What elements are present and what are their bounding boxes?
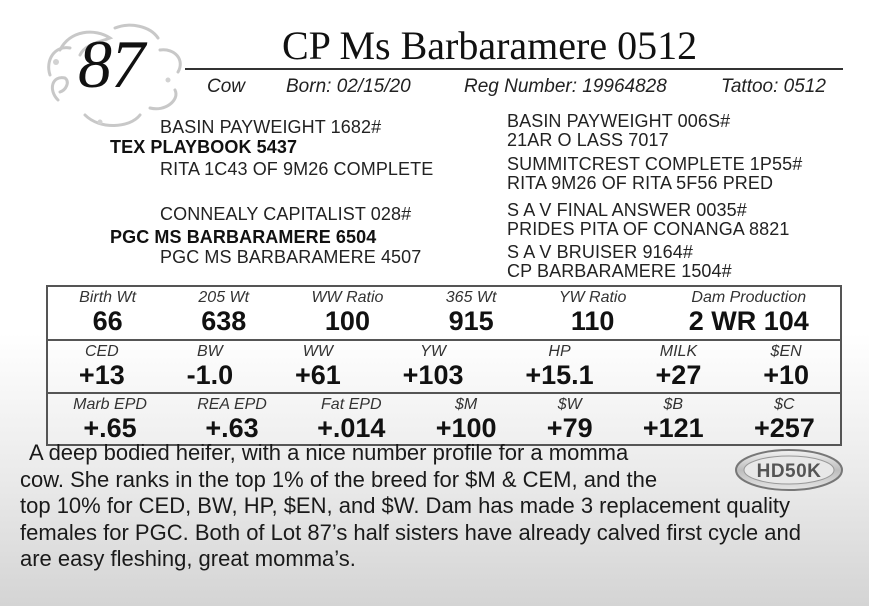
remarks	[20, 440, 850, 573]
stat-label: MILK	[659, 343, 698, 360]
stat-label: YW Ratio	[558, 289, 627, 306]
stat-label: 205 Wt	[198, 289, 250, 306]
stat-value: 638	[201, 306, 247, 336]
stats-row-epd	[48, 341, 840, 392]
stat-rea-epd	[197, 396, 267, 444]
stat-value: +257	[753, 413, 815, 443]
performance-row	[47, 393, 841, 445]
stat-dam-production	[689, 289, 809, 339]
stat-hp	[525, 343, 593, 392]
stat-w	[547, 396, 593, 444]
stat-value: +27	[655, 360, 702, 390]
stat-label: $W	[557, 396, 582, 413]
stat-205-wt	[198, 289, 249, 339]
stat-en	[763, 343, 809, 392]
stat-value: +121	[642, 413, 704, 443]
stat-value: 915	[448, 306, 494, 336]
stat-value: +10	[763, 360, 810, 390]
stat-365-wt	[446, 289, 497, 339]
stat-value: +13	[78, 360, 125, 390]
stat-value: 2 WR 104	[688, 306, 809, 336]
stat-ced	[79, 343, 125, 392]
performance-row	[47, 340, 841, 393]
pedigree-right-line: RITA 9M26 OF RITA 5F56 PRED	[507, 173, 774, 193]
stat-value: +.63	[205, 413, 259, 443]
stat-value: +.014	[317, 413, 386, 443]
stat-label: CED	[84, 343, 119, 360]
stat-value: 66	[92, 306, 123, 336]
remarks-line: females for PGC. Both of Lot 87’s half sisters have already calved first cycle and	[20, 519, 801, 545]
pedigree-right-line: BASIN PAYWEIGHT 006S#	[507, 111, 731, 131]
sex-label: Cow	[207, 76, 246, 97]
birth-date: Born: 02/15/20	[286, 76, 411, 97]
stat-value: 110	[570, 306, 615, 336]
stat-label: Fat EPD	[321, 396, 382, 413]
stat-value: 100	[324, 306, 370, 336]
stats-cell	[47, 340, 841, 393]
stat-label: BW	[196, 343, 223, 360]
remarks-line: are easy fleshing, great momma’s.	[20, 546, 356, 571]
stat-label: Dam Production	[691, 289, 807, 306]
performance-row	[47, 286, 841, 340]
sire: TEX PLAYBOOK 5437	[110, 137, 298, 157]
stat-label: $B	[663, 396, 684, 413]
pedigree-right-line: PRIDES PITA OF CONANGA 8821	[507, 219, 790, 239]
pedigree-right-line: S A V FINAL ANSWER 0035#	[507, 200, 747, 220]
stat-milk	[656, 343, 702, 392]
stats-row-carcass	[48, 394, 840, 444]
stat-fat-epd	[317, 396, 385, 444]
stat-label: $C	[774, 396, 795, 413]
header-rule	[185, 68, 843, 70]
stat-birth-wt	[79, 289, 136, 339]
registration-number: Reg Number: 19964828	[464, 76, 667, 97]
stat-c	[754, 396, 815, 444]
stat-label: Birth Wt	[79, 289, 137, 306]
stat-value: +100	[435, 413, 497, 443]
stat-label: $M	[455, 396, 478, 413]
stat-label: $EN	[770, 343, 802, 360]
stats-cell	[47, 393, 841, 445]
stat-yw	[403, 343, 464, 392]
dam: PGC MS BARBARAMERE 6504	[110, 227, 377, 247]
hd50k-badge	[734, 448, 844, 492]
stat-value: -1.0	[186, 360, 234, 390]
stat-value: +103	[402, 360, 464, 390]
stat-value: +15.1	[525, 360, 594, 390]
stat-marb-epd	[73, 396, 147, 444]
remarks-line: cow. She ranks in the top 1% of the breed for $M & CEM, and the	[20, 466, 658, 492]
remarks-line: A deep bodied heifer, with a nice number profile for a momma	[29, 440, 629, 465]
stat-m	[436, 396, 497, 444]
sire-sire: BASIN PAYWEIGHT 1682#	[160, 117, 382, 137]
sire-dam: RITA 1C43 OF 9M26 COMPLETE	[160, 159, 434, 179]
pedigree-right-line: CP BARBARAMERE 1504#	[507, 261, 732, 281]
badge-text: HD50K	[756, 461, 822, 482]
stat-bw	[187, 343, 234, 392]
stat-label: HP	[548, 343, 571, 360]
dam-sire: CONNEALY CAPITALIST 028#	[160, 204, 412, 224]
dam-dam: PGC MS BARBARAMERE 4507	[160, 247, 422, 267]
stat-value: +.65	[83, 413, 137, 443]
stat-b	[643, 396, 704, 444]
stat-ww	[295, 343, 341, 392]
animal-name: CP Ms Barbaramere 0512	[282, 23, 698, 68]
stat-label: Marb EPD	[73, 396, 147, 413]
stat-label: REA EPD	[197, 396, 267, 413]
pedigree-right-line: SUMMITCREST COMPLETE 1P55#	[507, 154, 803, 174]
stat-label: YW	[420, 343, 446, 360]
performance-table	[46, 285, 842, 446]
remarks-line: top 10% for CED, BW, HP, $EN, and $W. Dam has made 3 replacement quality	[20, 493, 790, 518]
stat-value: +61	[294, 360, 341, 390]
stats-cell	[47, 286, 841, 340]
stat-label: WW	[302, 343, 333, 360]
stats-row-weights	[48, 287, 840, 339]
stat-label: WW Ratio	[311, 289, 384, 306]
tattoo: Tattoo: 0512	[721, 76, 826, 97]
lot-number: 87	[78, 26, 144, 102]
pedigree-right-line: S A V BRUISER 9164#	[507, 242, 694, 262]
stat-yw-ratio	[559, 289, 627, 339]
stat-ww-ratio	[311, 289, 383, 339]
pedigree-right-line: 21AR O LASS 7017	[507, 130, 669, 150]
stat-value: +79	[546, 413, 593, 443]
stat-label: 365 Wt	[445, 289, 497, 306]
